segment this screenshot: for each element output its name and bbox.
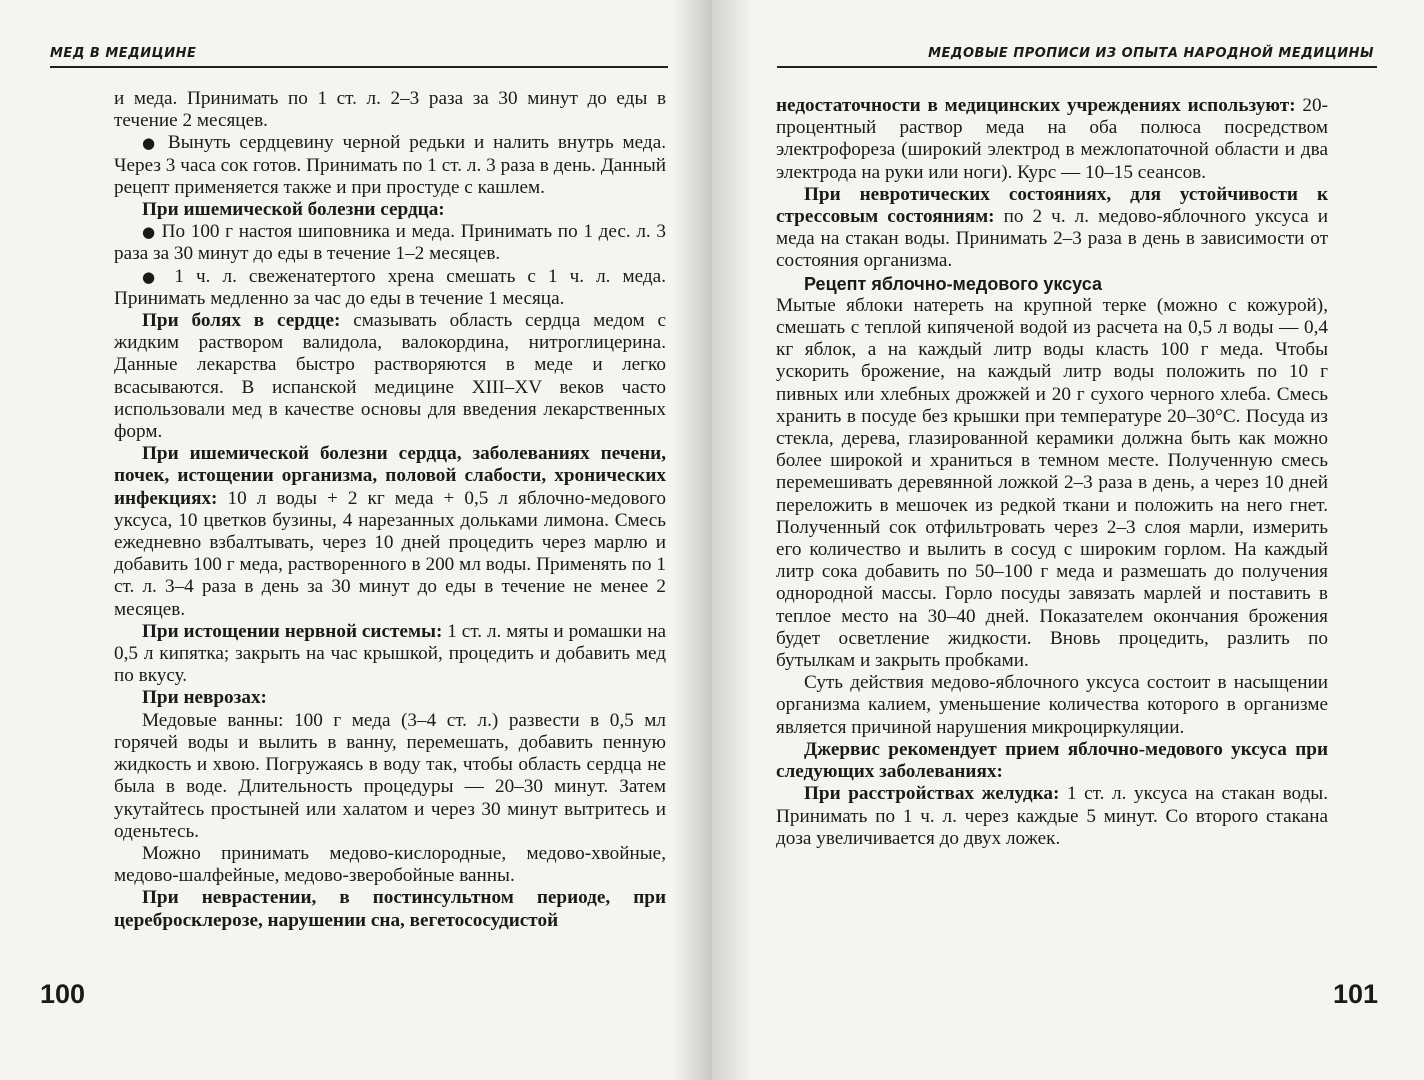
right-page — [712, 0, 1424, 1080]
paragraph: При неврастении, в постинсультном периоде, при церебросклерозе, нарушении сна, вегетососудистой — [114, 887, 666, 931]
paragraph: Суть действия медово-яблочного уксуса состоит в насыщении организма калием, уменьшение количества которого в организме является причиной нарушения микроциркуляции. — [776, 672, 1328, 738]
paragraph: ● По 100 г настоя шиповника и меда. Принимать по 1 дес. л. 3 раза за 30 минут до еды в течение 1–2 месяцев. — [114, 221, 666, 265]
bullet-icon: ● — [142, 267, 175, 286]
paragraph: ● 1 ч. л. свеженатертого хрена смешать с 1 ч. л. меда. Принимать медленно за час до еды в течение 1 месяца. — [114, 265, 666, 309]
paragraph-heading: При ишемической болезни сердца: — [142, 199, 445, 221]
page-number-left: 100 — [40, 979, 86, 1009]
section-heading: Рецепт яблочно-медового уксуса — [804, 273, 1102, 294]
bullet-icon: ● — [142, 134, 168, 153]
paragraph: При невротических состояниях, для устойчивости к стрессовым состояниям: по 2 ч. л. медово-яблочного уксуса и меда на стакан воды. Принимать 2–3 раза в день в зависимости от состояния организма. — [776, 183, 1328, 272]
header-rule-right — [777, 66, 1377, 68]
left-page-body — [114, 88, 666, 932]
paragraph: Мытые яблоки натереть на крупной терке (можно с кожурой), смешать с теплой кипяченой водой из расчета на 0,5 л воды — 0,4 кг яблок, а на каждый литр воды класть 100 г меда. Чтобы ускорить брожение, на каждый литр воды положить по 10 г пивных или хлебных дрожжей и 20 г сухого черного хлеба. Смесь хранить в посуде без крышки при температуре 20–30°С. Посуда из стекла, дерева, глазированной керамики должна быть как можно более широкой и храниться в темном месте. Полученную смесь перемешивать деревянной ложкой 2–3 раза в день, а через 10 дней переложить в мешочек из редкой ткани и положить на него гнет. Полученный сок отфильтровать через 2–3 слоя марли, измерить его количество и вылить в сосуд с широким горлом. На каждый литр сока добавить по 50–100 г меда и размешать до получения однородной массы. Горло посуды завязать марлей и поставить в теплое место на 30–40 дней. Показателем окончания брожения будет осветление жидкости. Вновь процедить, разлить по бутылкам и закрыть пробками. — [776, 294, 1328, 672]
paragraph: и меда. Принимать по 1 ст. л. 2–3 раза за 30 минут до еды в течение 2 месяцев. — [114, 88, 666, 132]
header-rule-left — [50, 66, 668, 68]
paragraph: недостаточности в медицинских учреждениях используют: 20-процентный раствор меда на оба полюса посредством электрофореза (широкий электрод в межлопаточной области и два электрода на руки или ноги). Курс — 10–15 сеансов. — [776, 95, 1329, 183]
paragraph: Медовые ванны: 100 г меда (3–4 ст. л.) развести в 0,5 мл горячей воды и вылить в ванну, перемешать, добавить пенную жидкость и хвою. Погружаясь в воду так, чтобы область сердца не была в воде. Длительность процедуры — 20–30 минут. Затем укутайтесь простыней или халатом и через 30 минут вытритесь и оденьтесь. — [114, 709, 666, 842]
paragraph: ● Вынуть сердцевину черной редьки и налить внутрь меда. Через 3 часа сок готов. Принимать по 1 ст. л. 3 раза в день. Данный рецепт применяется также и при простуде с кашлем. — [114, 132, 667, 198]
paragraph: При болях в сердце: смазывать область сердца медом с жидким раствором валидола, валокордина, нитроглицерина. Данные лекарства быстро растворяются в меде и легко всасываются. В испанской медицине XIII–XV веков часто использовали мед в качестве основы для введения лекарственных форм. — [114, 310, 666, 443]
paragraph: При истощении нервной системы: 1 ст. л. мяты и ромашки на 0,5 л кипятка; закрыть на час крышкой, процедить и добавить мед по вкусу. — [114, 620, 666, 687]
page-number-right: 101 — [1332, 979, 1378, 1009]
paragraph: При ишемической болезни сердца, заболеваниях печени, почек, истощении организма, половой слабости, хронических инфекциях: 10 л воды + 2 кг меда + 0,5 л яблочно-медового уксуса, 10 цветков бузины, 4 нарезанных дольками лимона. Смесь ежедневно взбалтывать, через 10 дней процедить через марлю и добавить 100 г меда, растворенного в 200 мл воды. Применять по 1 ст. л. 3–4 раза в день за 30 минут до еды в течение не менее 2 месяцев. — [114, 443, 666, 620]
gutter-shadow — [712, 0, 752, 1080]
paragraph: Можно принимать медово-кислородные, медово-хвойные, медово-шалфейные, медово-зверобойные ванны. — [114, 842, 666, 887]
paragraph-heading: При неврозах: — [142, 687, 267, 709]
paragraph-heading: Джервис рекомендует прием яблочно-медового уксуса при следующих заболеваниях: — [776, 738, 1328, 783]
running-header-right: МЕДОВЫЕ ПРОПИСИ ИЗ ОПЫТА НАРОДНОЙ МЕДИЦИНЫ — [928, 46, 1374, 61]
gutter-shadow — [672, 0, 712, 1080]
paragraph: При расстройствах желудка: 1 ст. л. уксуса на стакан воды. Принимать по 1 ч. л. через каждые 5 минут. Со второго стакана доза увеличивается до двух ложек. — [776, 783, 1328, 849]
right-page-body — [776, 95, 1328, 850]
running-header-left: МЕД В МЕДИЦИНЕ — [50, 46, 197, 61]
bullet-icon: ● — [142, 223, 162, 242]
